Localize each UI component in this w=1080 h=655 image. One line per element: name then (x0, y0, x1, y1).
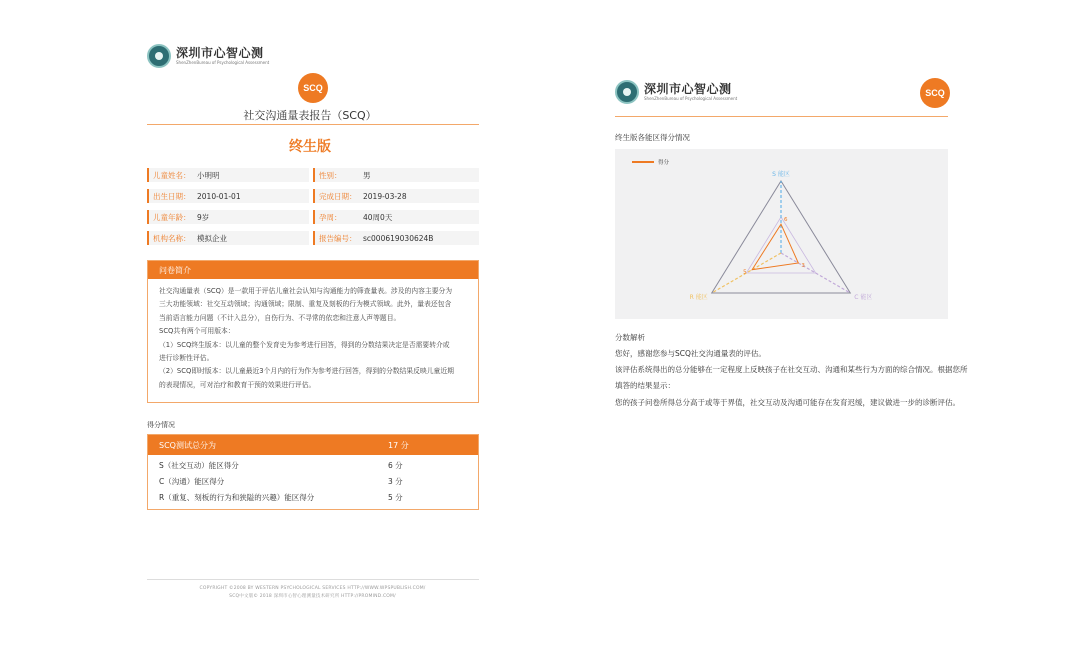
radar-axis-label: R 能区 (689, 294, 708, 301)
report-title: 社交沟通量表报告（SCQ） (243, 109, 377, 122)
info-gender (313, 168, 479, 182)
table-row (148, 473, 478, 489)
intro-line: （2）SCQ即时版本：以儿童最近3个月内的行为作为参考进行回答，得到的分数结果反映儿童近期 (159, 367, 454, 376)
table-row (148, 489, 478, 505)
radar-axis-label: S 能区 (772, 171, 790, 178)
info-label: 机构名称： (153, 233, 191, 243)
score-section-label: 得分情况 (147, 421, 175, 429)
radar-chart (615, 149, 948, 319)
footer-copyright: COPYRIGHT ©2008 BY WESTERN PSYCHOLOGICAL SERVICES HTTP://WWW.WPSPUBLISH.COM/ (199, 586, 426, 591)
info-value: 模拟企业 (197, 233, 227, 243)
info-value: 2019-03-28 (363, 191, 407, 201)
brand-logo (615, 80, 737, 104)
info-value: 小明明 (197, 170, 220, 180)
info-birth-date (147, 189, 309, 203)
info-value: 40周0天 (363, 212, 393, 222)
footer-copyright-cn: SCQ中文版© 2018 深圳市心智心理测量技术研究所 HTTP://PROMIND.COM/ (229, 594, 396, 599)
brand-name-en: ShenZhenBureau of Psychological Assessment (176, 60, 270, 65)
brand-logo (147, 44, 269, 68)
score-label: S（社交互动）能区得分 (159, 460, 239, 470)
radar-value-label: 5 (743, 269, 747, 276)
brand-name-cn: 深圳市心智心测 (644, 82, 732, 96)
analysis-line: 您好，感谢您参与SCQ社交沟通量表的评估。 (615, 349, 766, 358)
radar-axis-label: C 能区 (854, 294, 873, 301)
info-label: 出生日期： (153, 191, 191, 201)
version-label: 终生版 (289, 139, 331, 155)
intro-line: 社交沟通量表（SCQ）是一款用于评估儿童社会认知与沟通能力的筛查量表。涉及的内容主要分为 (159, 287, 453, 295)
brand-name-cn: 深圳市心智心测 (176, 46, 264, 60)
report-page-1 (120, 30, 500, 630)
brand-seal-icon (615, 80, 639, 104)
score-value: 3 分 (388, 476, 403, 486)
report-page-2 (580, 60, 980, 480)
radar-chart-panel (615, 149, 948, 319)
info-child-age (147, 210, 309, 224)
intro-line: 的表现情况，可对治疗和教育干预的效果进行评估。 (159, 380, 316, 389)
title-divider (147, 124, 479, 125)
score-total-value: 17 分 (388, 440, 409, 450)
analysis-heading: 分数解析 (615, 333, 645, 342)
questionnaire-intro (147, 260, 479, 403)
analysis-line: 该评估系统得出的总分能够在一定程度上反映孩子在社交互动、沟通和某些行为方面的综合情况。根据您所 (615, 365, 968, 374)
info-value: 9岁 (197, 212, 210, 222)
brand-name-en: ShenZhenBureau of Psychological Assessment (644, 96, 738, 101)
score-label: C（沟通）能区得分 (159, 476, 225, 486)
info-value: 男 (363, 170, 371, 180)
intro-line: 进行诊断性评估。 (159, 354, 214, 363)
info-gestation (313, 210, 479, 224)
radar-score-series (752, 224, 798, 269)
legend-label: 得分 (658, 160, 670, 166)
analysis-line: 您的孩子问卷所得总分高于或等于界值，社交互动及沟通可能存在发育迟缓，建议做进一步的诊断评估。 (615, 398, 960, 407)
scq-badge: SCQ (920, 78, 950, 108)
info-report-number (313, 231, 479, 245)
questionnaire-heading: 问卷简介 (148, 261, 478, 279)
info-value: sc000619030624B (363, 233, 434, 243)
score-total-row (148, 435, 478, 455)
chart-heading: 终生版各能区得分情况 (615, 133, 690, 142)
score-value: 5 分 (388, 492, 403, 502)
info-label: 完成日期： (319, 191, 357, 201)
info-complete-date (313, 189, 479, 203)
intro-line: 当前语言能力问题（不计入总分），自伤行为、不寻常的依恋和注意人声等题目。 (159, 313, 401, 322)
intro-line: SCQ共有两个可用版本： (159, 327, 235, 336)
info-label: 性别： (319, 170, 342, 180)
analysis-line: 填答的结果显示： (615, 381, 675, 390)
brand-seal-icon (147, 44, 171, 68)
info-child-name (147, 168, 309, 182)
info-label: 孕周： (319, 212, 342, 222)
score-label: R（重复、刻板的行为和狭隘的兴趣）能区得分 (159, 492, 315, 502)
score-value: 6 分 (388, 460, 403, 470)
intro-line: 三大功能领域：社交互动领域；沟通领域；限制、重复及刻板的行为模式领域。此外，量表还包含 (159, 300, 452, 309)
scq-badge: SCQ (298, 73, 328, 103)
footer-divider (147, 579, 479, 580)
info-label: 报告编号： (319, 233, 357, 243)
score-total-label: SCQ测试总分为 (159, 440, 216, 450)
intro-line: （1）SCQ终生版本：以儿童的整个发育史为参考进行回答，得到的分数结果决定是否需要转介或 (159, 340, 450, 349)
info-value: 2010-01-01 (197, 191, 241, 201)
info-label: 儿童姓名： (153, 170, 191, 180)
info-label: 儿童年龄： (153, 212, 191, 222)
header-divider (615, 116, 948, 117)
table-row (148, 457, 478, 473)
radar-value-label: 3 (801, 263, 805, 269)
info-organization (147, 231, 309, 245)
score-table (147, 434, 479, 510)
radar-value-label: 6 (784, 217, 788, 224)
